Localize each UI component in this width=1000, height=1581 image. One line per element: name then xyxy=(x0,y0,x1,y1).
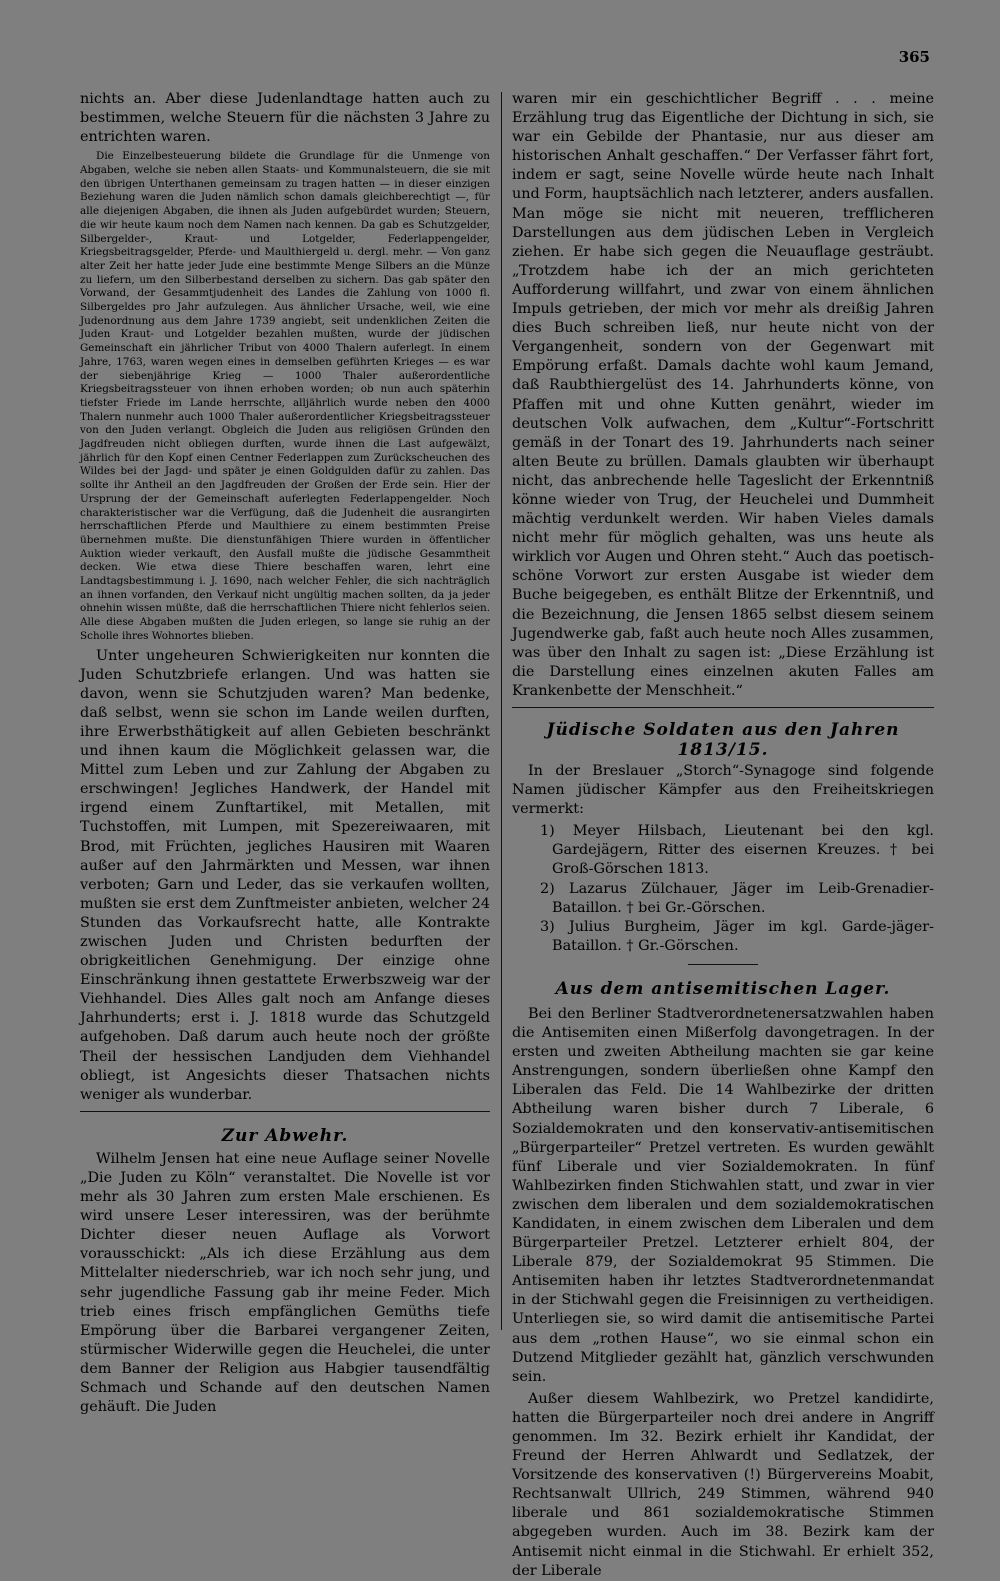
paragraph: waren mir ein geschichtlicher Begriff . . . meine Erzählung trug das Eigentliche der Dichtung in sich, sie war ein Gebilde der Phantasie, nur aus dieser am historischen Anhalt geschaffen.“ Der Verfasser fährt fort, indem er sagt, seine Novelle würde heute nach Inhalt und Form, hauptsächlich nach letzterer, anders ausfallen. Man möge sie nicht mit neueren, trefflicheren Darstellungen aus dem jüdischen Leben in Vergleich ziehen. Er habe sich gegen die Neuauflage gesträubt. „Trotzdem habe ich der an mich gerichteten Aufforderung willfahrt, und zwar von einem ähnlichen Impuls getrieben, der mich vor mehr als dreißig Jahren dies Buch schreiben ließ, nur heute nicht von der Vergangenheit, sondern von der Gegenwart mit Empörung erfaßt. Damals dachte wohl kaum Jemand, daß Raubthiergelüst des 14. Jahrhunderts könne, von Pfaffen mit und ohne Kutten genährt, wieder im deutschen Volk aufwachen, dem „Kultur“-Fortschritt gemäß in der Tonart des 19. Jahrhunderts nach seiner alten Beute zu brüllen. Damals glaubten wir überhaupt nicht, das anbrechende helle Tageslicht der Erkenntniß könne wieder von Trug, der Heuchelei und Dummheit mächtig verdunkelt werden. Wir haben Vieles damals nicht mehr für möglich gehalten, was uns heute als wirklich vor Augen und Ohren steht.“ Auch das poetisch-schöne Vorwort zur ersten Ausgabe ist wieder dem Buche beigegeben, es enthält Blitze der Erkenntniß, und die Bezeichnung, die Jensen 1865 selbst diesem seinem Jugendwerke gab, faßt auch heute noch Alles zusammen, was über den Inhalt zu sagen ist: „Diese Erzählung ist die Darstellung eines einzelnen akuten Falles am Krankenbette der Menschheit.“ xyxy=(512,91,934,699)
paragraph: In der Breslauer „Storch“-Synagoge sind folgende Namen jüdischer Kämpfer aus den Freiheitskriegen vermerkt: xyxy=(512,763,934,818)
right-column xyxy=(512,90,934,1579)
list-item: 3) Julius Burgheim, Jäger im kgl. Garde-jäger-Bataillon. † Gr.-Görschen. xyxy=(540,918,934,954)
paragraph-small-print: Die Einzelbesteuerung bildete die Grundlage für die Unmenge von Abgaben, welche sie neben allen Staats- und Kommunalsteuern, die sie mit den übrigen Unterthanen gemeinsam zu tragen hatten — in dieser einzigen Beziehung waren die Juden nämlich schon damals gleichberechtigt —, für alle diejenigen Abgaben, die ihnen als Juden aufgebürdet wurden; Steuern, die wir heute kaum noch dem Namen nach kennen. Da gab es Schutzgelder, Silbergelder-, Kraut- und Lotgelder, Federlappengelder, Kriegsbeitragsgelder, Pferde- und Maulthiergeld u. dergl. mehr. — Von ganz alter Zeit her hatte jeder Jude eine bestimmte Menge Silbers an die Münze zu liefern, um den Silberbestand derselben zu sichern. Das gab später den Vorwand, der Gesammtjudenheit des Landes die Zahlung von 1000 fl. Silbergeldes pro Jahr aufzulegen. Aus ähnlicher Ursache, weil, wie eine Judenordnung aus dem Jahre 1739 angiebt, seit undenklichen Zeiten die Juden Kraut- und Lotgelder bezahlen mußten, wurde der jüdischen Gemeinschaft ein jährlicher Tribut von 4000 Thalern auferlegt. In einem Jahre, 1763, waren wegen eines in demselben geführten Krieges — es war der siebenjährige Krieg — 1000 Thaler außerordentliche Kriegsbeitragssteuer von ihnen erhoben worden; ob nun auch späterhin tiefster Friede im Lande herrschte, alljährlich wurde neben den 4000 Thalern nunmehr auch 1000 Thaler außerordentlicher Kriegsbeitragssteuer von den Juden verlangt. Obgleich die Juden aus religiösen Gründen den Jagdfreuden nicht obliegen durften, wurde ihnen die Last aufgewälzt, jährlich für den Kopf einen Centner Federlappen zum Zurückscheuchen des Wildes bei der Jagd- und später je einen Goldgulden dafür zu zahlen. Das sollte ihr Antheil an den Jagdfreuden der Großen der Erde sein. Hier der Ursprung der der Gemeinschaft auferlegten Federlappengelder. Noch charakteristischer war die Verfügung, daß die Judenheit die ausrangirten herrschaftlichen Pferde und Maulthiere zu einem bestimmten Preise übernehmen mußte. Die dienstunfähigen Thiere wurden in öffentlicher Auktion wieder verkauft, den Ausfall mußte die jüdische Gesammtheit decken. Wie etwa diese Thiere beschaffen waren, lehrt eine Landtagsbestimmung i. J. 1690, nach welcher Fehler, die sich nachträglich an ihnen vorfanden, den Verkauf nicht ungültig machen sollten, da ja jeder ohnehin wissen müßte, daß die herrschaftlichen Thiere nicht fehlerlos seien. Alle diese Abgaben mußten die Juden erlegen, so lange sie ruhig an der Scholle ihres Wohnortes blieben. xyxy=(80,150,490,642)
paragraph: Unter ungeheuren Schwierigkeiten nur konnten die Juden Schutzbriefe erlangen. Und was hatten sie davon, wenn sie Schutzjuden waren? Man bedenke, daß selbst, wenn sie schon im Lande weilen durften, ihre Erwerbsthätigkeit auf allen Gebieten beschränkt und ihnen kaum die Möglichkeit gelassen war, die Mittel zum Leben und zur Zahlung der Abgaben zu erschwingen! Jegliches Handwerk, der Handel mit irgend einem Zunftartikel, mit Metallen, mit Tuchstoffen, mit Lumpen, mit Spezereiwaaren, mit Brod, mit Früchten, jegliches Hausiren mit Waaren außer auf den Jahrmärkten und Messen, war ihnen verboten; Garn und Leder, das sie verkaufen wollten, mußten sie erst dem Zunftmeister anbieten, welcher 24 Stunden das Vorkaufsrecht hatte, alle Kontrakte zwischen Juden und Christen bedurften der obrigkeitlichen Genehmigung. Der einzige ohne Einschränkung ihnen gestattete Erwerbszweig war der Viehhandel. Dies Alles galt noch am Anfange dieses Jahrhunderts; erst i. J. 1818 wurde das Schutzgeld aufgehoben. Daß darum auch heute noch der größte Theil der hessischen Landjuden dem Viehhandel obliegt, ist Angesichts dieser Thatsachen nichts weniger als wunderbar. xyxy=(80,647,490,1103)
column-divider xyxy=(501,92,502,1330)
left-column xyxy=(80,90,490,1416)
section-rule xyxy=(80,1111,490,1112)
paragraph: Wilhelm Jensen hat eine neue Auflage seiner Novelle „Die Juden zu Köln“ veranstaltet. Die Novelle ist vor mehr als 30 Jahren zum ersten Male erschienen. Es wird unsere Leser interessiren, was der berühmte Dichter dieser neuen Auflage als Vorwort vorausschickt: „Als ich diese Erzählung aus dem Mittelalter niederschrieb, war ich noch sehr jung, und sehr jugendliche Fassung gab ihr meine Feder. Mich trieb eines frisch empfänglichen Gemüths tiefe Empörung über die Barbarei vergangener Zeiten, stürmischer Widerwille gegen die Heuchelei, die unter dem Banner der Religion aus Habgier tausendfältig Schmach und Schande auf den deutschen Namen gehäuft. Die Juden xyxy=(80,1150,490,1416)
section-rule xyxy=(512,707,934,708)
section-heading: Aus dem antisemitischen Lager. xyxy=(555,978,891,999)
section-heading: Jüdische Soldaten aus den Jahren 1813/15. xyxy=(546,720,900,760)
list-item: 2) Lazarus Zülchauer, Jäger im Leib-Grenadier-Bataillon. † bei Gr.-Görschen. xyxy=(540,880,934,916)
paragraph: Außer diesem Wahlbezirk, wo Pretzel kandidirte, hatten die Bürgerparteiler noch drei andere in Angriff genommen. Im 32. Bezirk erhielt ihr Kandidat, der Freund der Herren Ahlwardt und Sedlatzek, der Vorsitzende des konservativen (!) Bürgervereins Moabit, Rechtsanwalt Ullrich, 249 Stimmen, während 940 liberale und 861 sozialdemokratische Stimmen abgegeben wurden. Auch im 38. Bezirk kam der Antisemit nicht einmal in die Stichwahl. Er erhielt 352, der Liberale xyxy=(512,1390,934,1579)
short-rule xyxy=(688,964,758,965)
section-heading: Zur Abwehr. xyxy=(221,1125,349,1146)
page-number: 365 xyxy=(898,48,930,66)
list-item: 1) Meyer Hilsbach, Lieutenant bei den kgl. Gardejägern, Ritter des eisernen Kreuzes. † bei Groß-Görschen 1813. xyxy=(540,823,934,878)
paragraph: nichts an. Aber diese Judenlandtage hatten auch zu bestimmen, welche Steuern für die nächsten 3 Jahre zu entrichten waren. xyxy=(80,91,490,146)
paragraph: Bei den Berliner Stadtverordnetenersatzwahlen haben die Antisemiten einen Mißerfolg davongetragen. In der ersten und zweiten Abtheilung machten sie gar keine Anstrengungen, sondern überließen ohne Kampf den Liberalen das Feld. Die 14 Wahlbezirke der dritten Abtheilung waren bisher durch 7 Liberale, 6 Sozialdemokraten und den konservativ-antisemitischen „Bürgerparteiler“ Pretzel vertreten. Es wurden gewählt fünf Liberale und vier Sozialdemokraten. In fünf Wahlbezirken finden Stichwahlen statt, und zwar in vier zwischen dem liberalen und dem sozialdemokratischen Kandidaten, in einem zwischen dem Liberalen und dem Bürgerparteiler Pretzel. Letzterer erhielt 804, der Liberale 879, der Sozialdemokrat 95 Stimmen. Die Antisemiten haben ihr letztes Stadtverordnetenmandat in der Stichwahl gegen die Freisinnigen zu vertheidigen. Unterliegen sie, so wird damit die antisemitische Partei aus dem „rothen Hause“, wo sie einmal schon ein Dutzend Mitglieder gezählt hat, gänzlich verschwunden sein. xyxy=(512,1005,934,1385)
